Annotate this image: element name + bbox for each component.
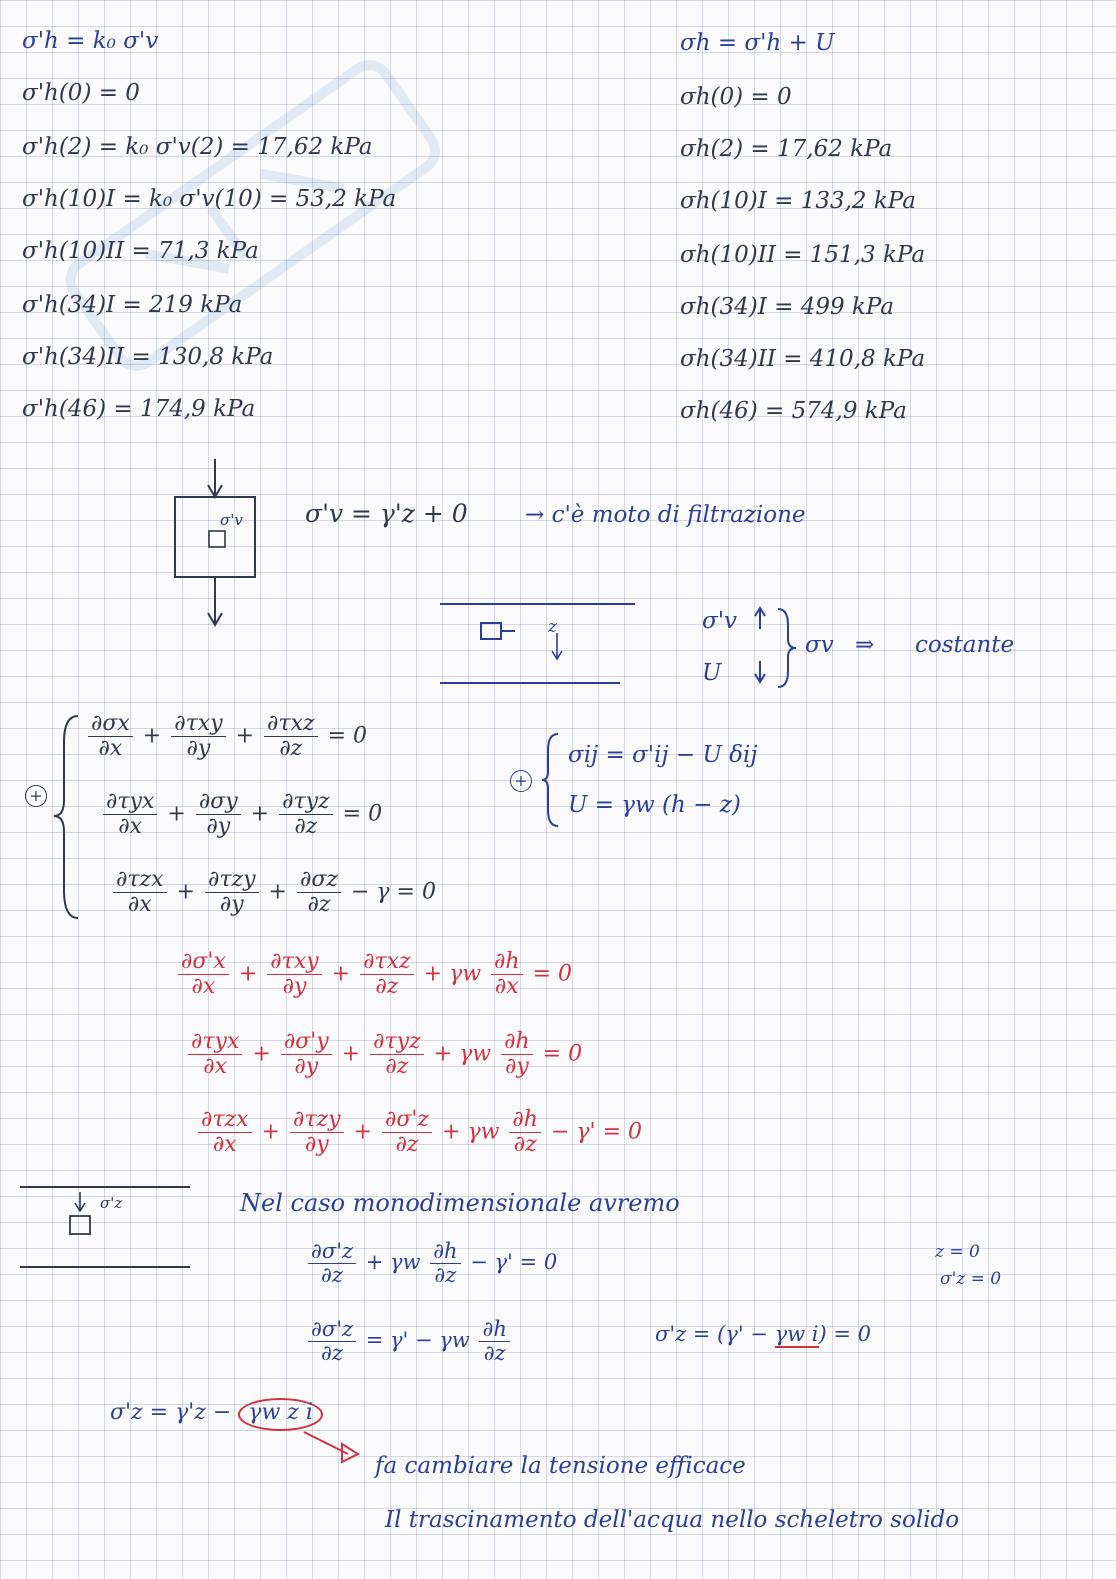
left-line-8: σ'h(46) = 174,9 kPa	[22, 396, 256, 422]
left-line-4: σ'h(10)I = k₀ σ'v(10) = 53,2 kPa	[22, 186, 397, 212]
right-line-2: σh(0) = 0	[680, 84, 792, 110]
pointer-arrow-icon	[300, 1428, 370, 1468]
equilibrium-brace-icon	[52, 712, 82, 922]
element-stress-label: σ'v	[220, 511, 243, 529]
mono-sketch-bottom-line	[20, 1266, 190, 1268]
right-line-8: σh(46) = 574,9 kPa	[680, 398, 907, 424]
pore-pressure-label: U	[702, 660, 722, 686]
right-line-7: σh(34)II = 410,8 kPa	[680, 346, 926, 372]
mono-eq-1: $\frac{\partial\sigma'z}{\partial z}$ + γw $\frac{\partial h}{\partial z}$ − γ' = 0	[305, 1240, 557, 1287]
sigma-v-eff-label: σ'v	[702, 608, 738, 634]
mono-sketch-label: σ'z	[100, 1194, 123, 1212]
equilibrium-eq-z: $\frac{\text{∂τzx}}{\partial x}$ + $\frac{\text{∂τzy}}{\partial y}$ + $\frac{\partial\sigma z}{\partial z}$ − γ = 0	[110, 868, 436, 917]
right-line-4: σh(10)I = 133,2 kPa	[680, 188, 916, 214]
final-note-1: fa cambiare la tensione efficace	[375, 1453, 746, 1479]
equilibrium-oplus-icon: +	[25, 785, 47, 807]
layer-element-icon	[475, 615, 575, 665]
right-brace-icon	[774, 605, 798, 691]
equilibrium-eq-y: $\frac{\text{∂τyx}}{\partial x}$ + $\frac{\partial\sigma y}{\partial y}$ + $\frac{\text{∂τyz}}{\partial z}$ = 0	[100, 790, 382, 839]
red-eq-x: $\frac{\partial\sigma'x}{\partial x}$ + $\frac{\text{∂τxy}}{\partial y}$ + $\frac{\text{∂τxz}}{\partial z}$ + γw $\frac{\partial h}{\partial x}$ = 0	[175, 950, 572, 999]
sigma-v-total-label: σv	[805, 632, 834, 658]
left-line-1: σ'h = k₀ σ'v	[22, 28, 159, 54]
mono-eq-2: $\frac{\partial\sigma'z}{\partial z}$ = γ' − γw $\frac{\partial h}{\partial z}$	[305, 1318, 513, 1365]
constant-label: costante	[915, 632, 1015, 658]
left-line-7: σ'h(34)II = 130,8 kPa	[22, 344, 274, 370]
mono-eq-3: σ'z = (γ' − γw i) = 0	[655, 1322, 872, 1346]
right-line-5: σh(10)II = 151,3 kPa	[680, 242, 926, 268]
up-down-arrows-icon	[750, 605, 770, 685]
soil-element-sketch	[165, 455, 275, 635]
effective-stress-brace-icon	[540, 730, 562, 830]
left-line-5: σ'h(10)II = 71,3 kPa	[22, 238, 259, 264]
red-eq-z: $\frac{\text{∂τzx}}{\partial x}$ + $\frac{\text{∂τzy}}{\partial y}$ + $\frac{\partial\sigma'z}{\partial z}$ + γw $\frac{\partial h}{\partial z}$ − γ' = 0	[195, 1108, 642, 1157]
seepage-term-circled: γw z i	[238, 1398, 323, 1431]
left-line-3: σ'h(2) = k₀ σ'v(2) = 17,62 kPa	[22, 134, 373, 160]
effective-stress-line-2: U = γw (h − z)	[568, 792, 741, 818]
red-eq-y: $\frac{\text{∂τyx}}{\partial x}$ + $\frac{\partial\sigma'y}{\partial y}$ + $\frac{\text{∂τyz}}{\partial z}$ + γw $\frac{\partial h}{\partial y}$ = 0	[185, 1030, 582, 1079]
final-equation: σ'z = γ'z − γw z i	[110, 1400, 323, 1425]
right-line-3: σh(2) = 17,62 kPa	[680, 136, 893, 162]
implies-arrow: ⇒	[855, 632, 875, 658]
layer-bottom-line	[440, 682, 620, 684]
layer-z-label: z	[548, 617, 557, 637]
layer-top-line	[440, 603, 635, 605]
boundary-condition-1: z = 0	[935, 1242, 980, 1262]
seepage-note: → c'è moto di filtrazione	[525, 502, 806, 528]
left-line-2: σ'h(0) = 0	[22, 80, 140, 106]
final-note-2: Il trascinamento dell'acqua nello scheletro solido	[385, 1507, 960, 1533]
right-line-6: σh(34)I = 499 kPa	[680, 294, 895, 320]
effective-stress-line-1: σij = σ'ij − U δij	[568, 742, 758, 768]
mono-sketch-top-line	[20, 1186, 190, 1188]
boundary-condition-2: σ'z = 0	[940, 1269, 1002, 1289]
right-line-1: σh = σ'h + U	[680, 30, 835, 56]
left-line-6: σ'h(34)I = 219 kPa	[22, 292, 243, 318]
effective-stress-oplus-icon: +	[510, 770, 532, 792]
equilibrium-eq-x: $\frac{\partial\sigma x}{\partial x}$ + $\frac{\text{∂τxy}}{\partial y}$ + $\frac{\text{∂τxz}}{\partial z}$ = 0	[85, 712, 367, 761]
sigma-v-equation: σ'v = γ'z + 0	[305, 499, 468, 528]
mono-title: Nel caso monodimensionale avremo	[240, 1189, 680, 1217]
